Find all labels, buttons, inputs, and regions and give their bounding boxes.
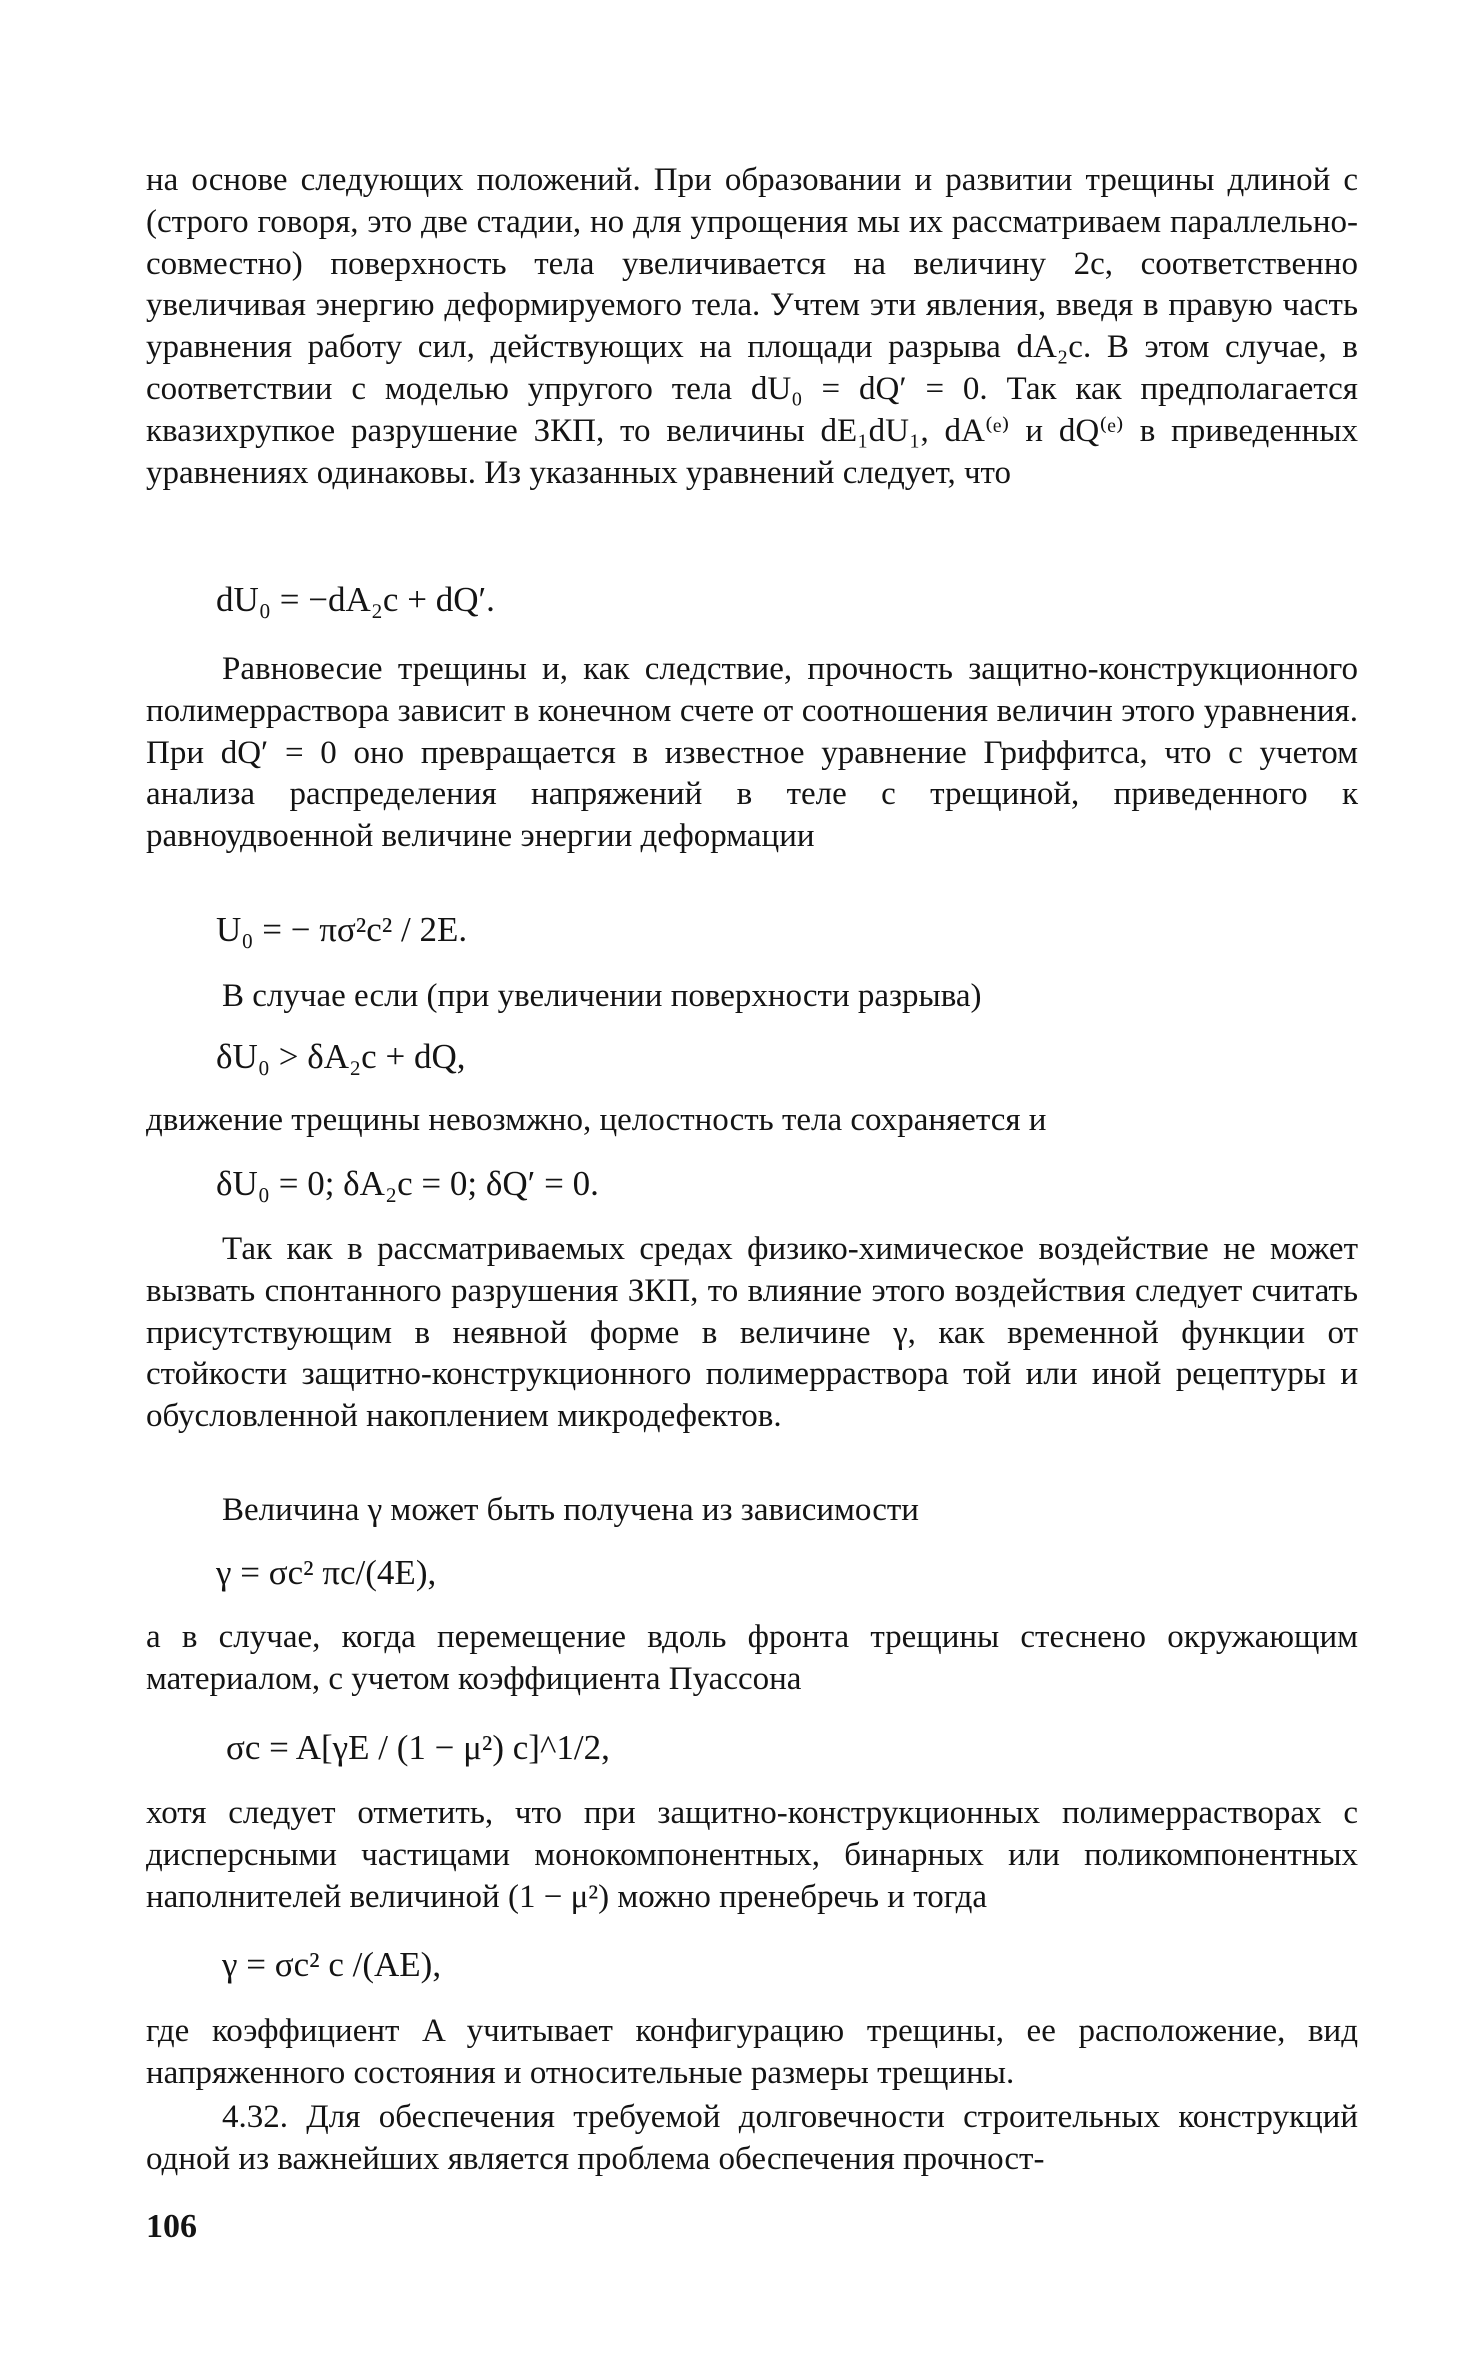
formula-gamma-simplified: γ = σc² c /(AE), [222, 1945, 442, 1984]
paragraph-case: В случае если (при увеличении поверхности разрыва) [222, 978, 982, 1014]
paragraph-coefficient-a: где коэффициент A учитывает конфигурацию трещины, ее расположение, вид напряженного состояния и относительные размеры трещины. [146, 2013, 1358, 2091]
paragraph-fillers: хотя следует отметить, что при защитно-конструкционных полимеррастворах с дисперсными частицами монокомпонентных, бинарных или поликомпонентных наполнителей величиной (1 − μ²) можно пренебречь и тогда [146, 1795, 1358, 1915]
paragraph-equilibrium: Равновесие трещины и, как следствие, прочность защитно-конструкционного полимерраствора зависит в конечном счете от соотношения величин этого уравнения. При dQ′ = 0 оно превращается в известное уравнение Гриффитса, что с учетом анализа распределения напряжений в теле с трещиной, приведенного к равноудвоенной величине энергии деформации [146, 651, 1358, 855]
paragraph-physchem: Так как в рассматриваемых средах физико-химическое воздействие не может вызвать спонтанного разрушения ЗКП, то влияние этого воздействия следует считать присутствующим в неявной форме в величине γ, как временной функции от стойкости защитно-конструкционного полимерраствора той или иной рецептуры и обусловленной накоплением микродефектов. [146, 1231, 1358, 1435]
formula-gamma: γ = σc² πc/(4E), [216, 1553, 437, 1592]
paragraph-intro: на основе следующих положений. При образовании и развитии трещины длиной c (строго говоря, это две стадии, но для упрощения мы их рассматриваем параллельно-совместно) поверхность тела увеличивается на величину 2c, соответственно увеличивая энергию деформируемого тела. Учтем эти явления, введя в правую часть уравнения работу сил, действующих на площади разрыва dA₂c. В этом случае, в соответствии с моделью упругого тела dU₀ = dQ′ = 0. Так как предполагается квазихрупкое разрушение ЗКП, то величины dE₁dU₁, dA⁽ᵉ⁾ и dQ⁽ᵉ⁾ в приведенных уравнениях одинаковы. Из указанных уравнений следует, что [146, 162, 1358, 491]
formula-zero-variations: δU₀ = 0; δA₂c = 0; δQ′ = 0. [216, 1164, 599, 1203]
paragraph-gamma-intro: Величина γ может быть получена из зависимости [222, 1492, 919, 1528]
formula-inequality: δU₀ > δA₂c + dQ, [216, 1037, 466, 1076]
page-number: 106 [146, 2208, 197, 2245]
paragraph-motion: движение трещины невозмжно, целостность тела сохраняется и [146, 1102, 1047, 1138]
formula-griffith: U₀ = − πσ²c² / 2E. [216, 910, 468, 949]
formula-energy-balance: dU₀ = −dA₂c + dQ′. [216, 580, 495, 619]
formula-sigma-c: σc = A[γE / (1 − μ²) c]^1/2, [226, 1728, 610, 1767]
paragraph-section-4-32: 4.32. Для обеспечения требуемой долговечности строительных конструкций одной из важнейших является проблема обеспечения прочност- [146, 2099, 1358, 2177]
paragraph-poisson: а в случае, когда перемещение вдоль фронта трещины стеснено окружающим материалом, с учетом коэффициента Пуассона [146, 1619, 1358, 1697]
